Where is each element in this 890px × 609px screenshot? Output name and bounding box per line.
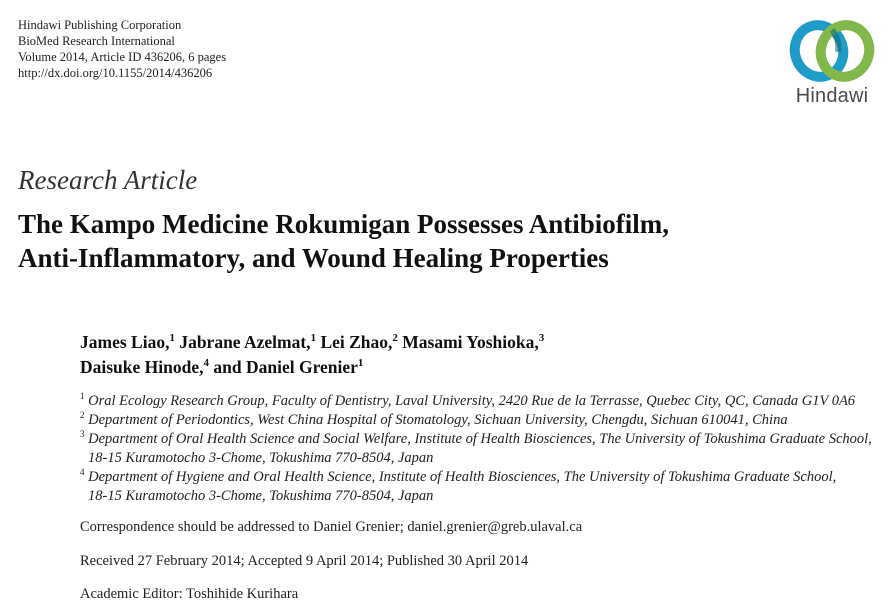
- journal-header: [18, 17, 226, 81]
- affiliation-item: [80, 411, 872, 430]
- affiliation-text: Oral Ecology Research Group, Faculty of Dentistry, Laval University, 2420 Rue de la Terrasse, Quebec City, QC, Canada G1V 0A6: [88, 393, 856, 409]
- volume-line: Volume 2014, Article ID 436206, 6 pages: [18, 50, 227, 64]
- affiliation-continuation: 18-15 Kuramotocho 3-Chome, Tokushima 770-8504, Japan: [88, 488, 434, 504]
- article-type: Research Article: [18, 165, 198, 195]
- author-line: [80, 330, 544, 355]
- correspondence-line: Correspondence should be addressed to Daniel Grenier; daniel.grenier@greb.ulaval.ca: [80, 519, 583, 535]
- logo-text: Hindawi: [795, 85, 869, 107]
- publication-dates: Received 27 February 2014; Accepted 9 April 2014; Published 30 April 2014: [80, 553, 529, 569]
- affiliation-text: Department of Oral Health Science and Social Welfare, Institute of Health Biosciences, The University of Tokushima Graduate School,: [88, 431, 872, 447]
- title-line: The Kampo Medicine Rokumigan Possesses Antibiofilm,: [18, 209, 670, 239]
- author-name: and Daniel Grenier: [213, 357, 358, 377]
- author-list: [80, 330, 544, 380]
- author-name: James Liao,: [80, 332, 170, 352]
- author-name: Daisuke Hinode,: [80, 357, 204, 377]
- article-title: [18, 207, 669, 275]
- academic-editor: Academic Editor: Toshihide Kurihara: [80, 586, 299, 602]
- affiliation-mark: 2: [392, 332, 398, 344]
- doi-link[interactable]: http://dx.doi.org/10.1155/2014/436206: [18, 66, 213, 80]
- affiliation-number: 4: [80, 467, 85, 477]
- affiliation-mark: 3: [538, 332, 545, 344]
- hindawi-rings-icon: [788, 18, 876, 84]
- affiliation-mark: 1: [310, 332, 317, 344]
- affiliation-mark: 1: [357, 357, 364, 369]
- affiliation-number: 3: [80, 429, 85, 439]
- publisher-line: Hindawi Publishing Corporation: [18, 18, 182, 32]
- hindawi-logo: [784, 18, 880, 110]
- affiliation-number: 1: [80, 391, 85, 401]
- author-line: [80, 355, 544, 380]
- affiliation-item: [80, 468, 872, 487]
- author-name: Masami Yoshioka,: [402, 332, 539, 352]
- journal-name: BioMed Research International: [18, 34, 175, 48]
- affiliation-item: [80, 392, 872, 411]
- affiliation-list: [80, 392, 872, 506]
- affiliation-mark: 1: [169, 332, 175, 344]
- affiliation-mark: 4: [203, 357, 209, 369]
- affiliation-item: [80, 430, 872, 449]
- title-line: Anti-Inflammatory, and Wound Healing Properties: [18, 243, 609, 273]
- affiliation-number: 2: [80, 410, 85, 420]
- author-name: Lei Zhao,: [320, 332, 393, 352]
- author-name: Jabrane Azelmat,: [179, 332, 311, 352]
- affiliation-text: Department of Hygiene and Oral Health Science, Institute of Health Biosciences, The University of Tokushima Graduate School,: [88, 469, 837, 485]
- affiliation-continuation: 18-15 Kuramotocho 3-Chome, Tokushima 770-8504, Japan: [88, 450, 434, 466]
- affiliation-text: Department of Periodontics, West China Hospital of Stomatology, Sichuan University, Chengdu, Sichuan 610041, China: [88, 412, 788, 428]
